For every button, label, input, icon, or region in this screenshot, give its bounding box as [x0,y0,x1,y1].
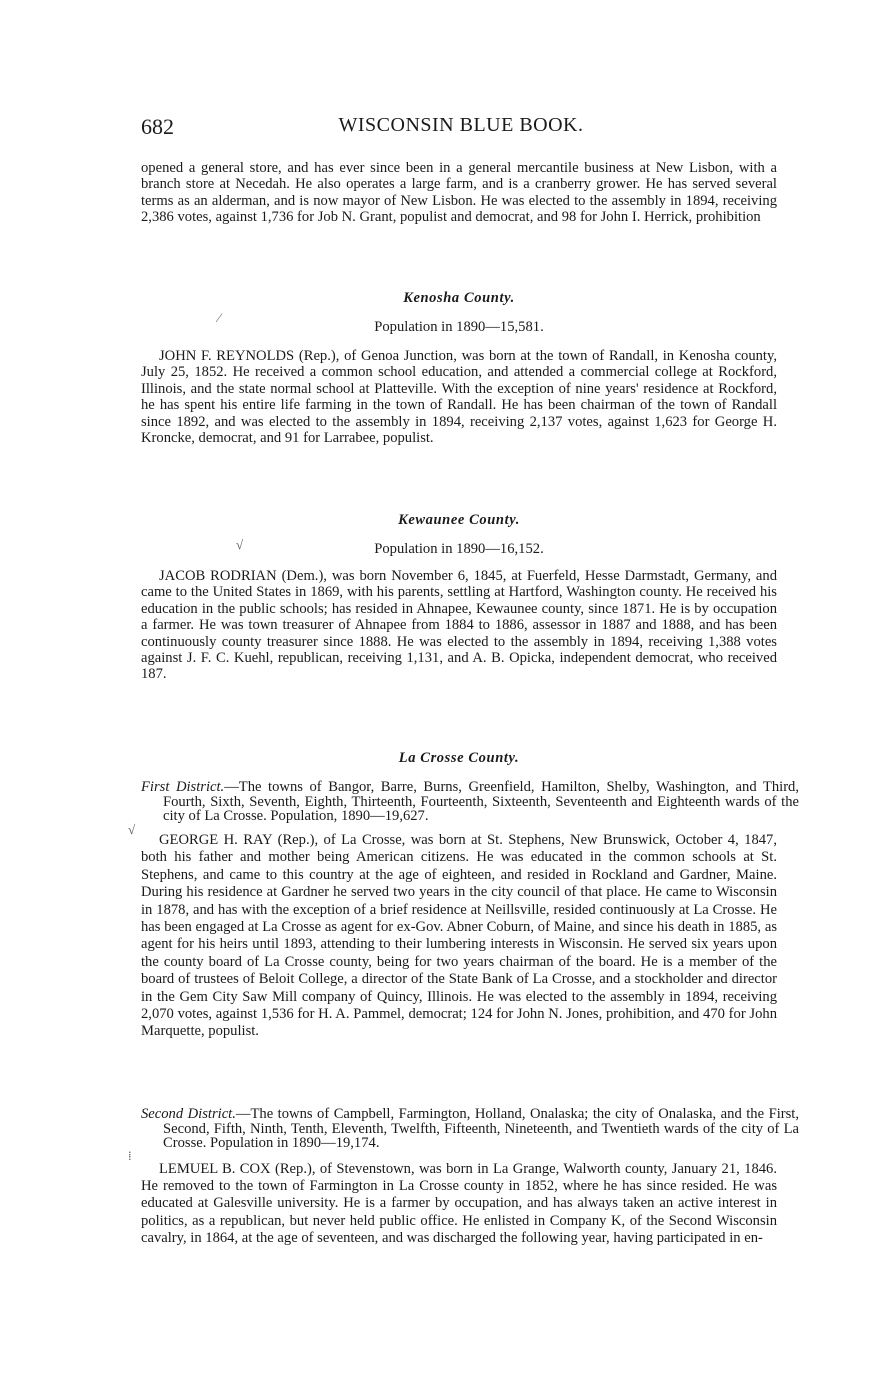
kenosha-heading: Kenosha County. [403,290,515,306]
la-crosse-heading: La Crosse County. [398,750,520,766]
page-header [141,114,781,144]
kewaunee-population: Population in 1890—16,152. [374,541,544,557]
second-district-text: —The towns of Campbell, Farmington, Holland, Onalaska; the city of Onalaska, and the First, Second, Fifth, Ninth, Tenth, Eleventh, Twelfth, Fifteenth, Nineteenth, and Twentieth wards of the city of La Crosse. Population in 1890—19,174. [163,1106,799,1152]
kenosha-population: Population in 1890—15,581. [374,319,544,335]
pencil-check-mark-4: ⁞ [128,1148,132,1163]
kewaunee-heading: Kewaunee County. [398,512,520,528]
first-district-description [141,780,799,824]
intro-paragraph: opened a general store, and has ever since been in a general mercantile business at New Lisbon, with a branch store at Necedah. He also operates a large farm, and is a cranberry grower. He has served several terms as an alderman, and is now mayor of New Lisbon. He was elected to the assembly in 1894, receiving 2,386 votes, against 1,736 for Job N. Grant, populist and democrat, and 98 for John I. Herrick, prohibition [141,160,777,226]
pencil-check-mark-1: ⁄ [218,310,221,325]
pencil-check-mark-3: √ [128,822,136,837]
kenosha-bio: JOHN F. REYNOLDS (Rep.), of Genoa Junction, was born at the town of Randall, in Kenosha county, July 25, 1852. He received a common school education, and attended a commercial college at Rockford, Illinois, and the state normal school at Platteville. With the exception of nine years' residence at Rockford, he has spent his entire life farming in the town of Randall. He has been chairman of the town of Randall since 1892, and was elected to the assembly in 1894, receiving 2,137 votes, against 1,623 for George H. Kroncke, democrat, and 91 for Larrabee, populist. [141,348,777,447]
pencil-check-mark-2: √ [236,537,244,552]
second-district-bio: LEMUEL B. COX (Rep.), of Stevenstown, was born in La Grange, Walworth county, January 21, 1846. He removed to the town of Farmington in La Crosse county in 1852, where he has since resided. He was educated at Galesville university. He is a farmer by occupation, and has always taken an active interest in politics, as a republican, but never held public office. He enlisted in Company K, of the Second Wisconsin cavalry, in 1864, at the age of seventeen, and was discharged the following year, having participated in en- [141,1161,777,1246]
second-district-label: Second District. [141,1106,236,1122]
kewaunee-bio: JACOB RODRIAN (Dem.), was born November 6, 1845, at Fuerfeld, Hesse Darmstadt, Germany, and came to the United States in 1869, with his parents, settling at Hartford, Washington county. He received his education in the public schools; has resided in Ahnapee, Kewaunee county, since 1871. He is by occupation a farmer. He was town treasurer of Ahnapee from 1884 to 1886, assessor in 1887 and 1888, and has been continuously county treasurer since 1888. He was elected to the assembly in 1894, receiving 1,388 votes against J. F. C. Kuehl, republican, receiving 1,131, and A. B. Opicka, independent democrat, who received 187. [141,568,777,683]
second-district-description [141,1107,799,1151]
page-number: 682 [141,114,174,139]
first-district-label: First District. [141,779,225,795]
running-title: WISCONSIN BLUE BOOK. [338,114,584,136]
first-district-bio: GEORGE H. RAY (Rep.), of La Crosse, was born at St. Stephens, New Brunswick, October 4, 1847, both his father and mother being American citizens. He was educated in the common schools at St. Stephens, and came to this country at the age of eighteen, and resided in Rockland and Gardner, Maine. During his residence at Gardner he served two years in the city council of that place. He came to Wisconsin in 1878, and has with the exception of a brief residence at Neillsville, resided continuously at La Crosse. He has been engaged at La Crosse as agent for ex-Gov. Abner Coburn, of Maine, and since his death in 1885, as agent for his heirs until 1893, attending to their lumbering interests in Wisconsin. He served six years upon the county board of La Crosse county, being for two years chairman of the board. He is a member of the board of trustees of Beloit College, a director of the State Bank of La Crosse, and a stockholder and director in the Gem City Saw Mill company of Quincy, Illinois. He was elected to the assembly in 1894, receiving 2,070 votes, against 1,536 for H. A. Pammel, democrat; 124 for John N. Jones, prohibition, and 470 for John Marquette, populist. [141,832,777,1040]
first-district-text: —The towns of Bangor, Barre, Burns, Greenfield, Hamilton, Shelby, Washington, and Third, Fourth, Sixth, Seventh, Eighth, Thirteenth, Fourteenth, Sixteenth, Seventeenth and Eighteenth wards of the city of La Crosse. Population, 1890—19,627. [163,779,799,825]
